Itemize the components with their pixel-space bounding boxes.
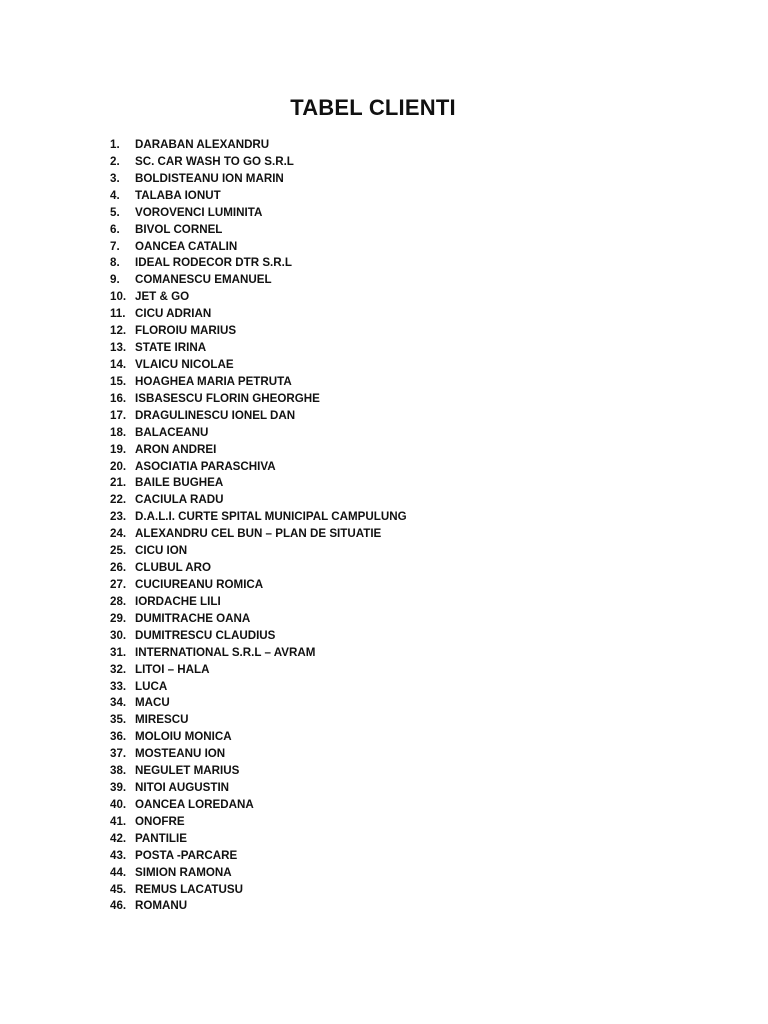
list-item-number: 44. bbox=[110, 865, 127, 879]
list-item-number: 36. bbox=[110, 730, 127, 744]
list-item bbox=[110, 898, 407, 915]
list-item bbox=[110, 425, 407, 442]
list-item-number: 22. bbox=[110, 493, 127, 507]
client-name: NEGULET MARIUS bbox=[135, 764, 240, 778]
list-item-number: 30. bbox=[110, 628, 127, 642]
list-item-number: 46. bbox=[110, 899, 127, 913]
list-item-number: 24. bbox=[110, 527, 127, 541]
client-name: TALABA IONUT bbox=[135, 188, 221, 202]
list-item-number: 15. bbox=[110, 374, 127, 388]
client-name: FLOROIU MARIUS bbox=[135, 324, 237, 338]
list-item-number: 6. bbox=[110, 222, 120, 236]
list-item-number: 45. bbox=[110, 882, 127, 896]
list-item-number: 17. bbox=[110, 408, 127, 422]
list-item bbox=[110, 729, 407, 746]
list-item-number: 28. bbox=[110, 594, 127, 608]
list-item bbox=[110, 323, 407, 340]
client-name: PANTILIE bbox=[135, 831, 187, 845]
list-item bbox=[110, 645, 407, 662]
list-item bbox=[110, 865, 407, 882]
list-item-number: 12. bbox=[110, 324, 127, 338]
list-item bbox=[110, 492, 407, 509]
client-name: ISBASESCU FLORIN GHEORGHE bbox=[135, 391, 320, 405]
client-name: ONOFRE bbox=[135, 814, 185, 828]
list-item bbox=[110, 662, 407, 679]
client-name: IDEAL RODECOR DTR S.R.L bbox=[135, 256, 292, 270]
list-item-number: 21. bbox=[110, 476, 127, 490]
list-item-number: 16. bbox=[110, 391, 127, 405]
client-name: HOAGHEA MARIA PETRUTA bbox=[135, 374, 292, 388]
list-item bbox=[110, 560, 407, 577]
client-name: ARON ANDREI bbox=[135, 442, 217, 456]
client-name: SC. CAR WASH TO GO S.R.L bbox=[135, 154, 294, 168]
client-name: DARABAN ALEXANDRU bbox=[135, 138, 270, 151]
list-item-number: 27. bbox=[110, 577, 127, 591]
list-item bbox=[110, 831, 407, 848]
client-name: ALEXANDRU CEL BUN – PLAN DE SITUATIE bbox=[135, 527, 382, 541]
client-name: CUCIUREANU ROMICA bbox=[135, 577, 264, 591]
list-item bbox=[110, 408, 407, 425]
list-item bbox=[110, 459, 407, 476]
client-name: INTERNATIONAL S.R.L – AVRAM bbox=[135, 645, 316, 659]
client-name: BALACEANU bbox=[135, 425, 209, 439]
list-item-number: 32. bbox=[110, 662, 127, 676]
client-name: ROMANU bbox=[135, 899, 188, 913]
list-item bbox=[110, 475, 407, 492]
list-item bbox=[110, 746, 407, 763]
client-name: OANCEA LOREDANA bbox=[135, 797, 254, 811]
list-item bbox=[110, 171, 407, 188]
page-title: TABEL CLIENTI bbox=[290, 95, 456, 120]
client-name: DRAGULINESCU IONEL DAN bbox=[135, 408, 296, 422]
client-name: DUMITRACHE OANA bbox=[135, 611, 251, 625]
list-item-number: 37. bbox=[110, 747, 127, 761]
client-name: D.A.L.I. CURTE SPITAL MUNICIPAL CAMPULUNG bbox=[135, 510, 407, 524]
list-item-number: 23. bbox=[110, 510, 127, 524]
list-item bbox=[110, 154, 407, 171]
client-name: BOLDISTEANU ION MARIN bbox=[135, 171, 284, 185]
list-item bbox=[110, 526, 407, 543]
client-name: VOROVENCI LUMINITA bbox=[135, 205, 263, 219]
list-item-number: 20. bbox=[110, 459, 127, 473]
client-name: CICU ADRIAN bbox=[135, 307, 212, 321]
client-name: VLAICU NICOLAE bbox=[135, 357, 234, 371]
list-item bbox=[110, 797, 407, 814]
list-item bbox=[110, 882, 407, 899]
client-name: REMUS LACATUSU bbox=[135, 882, 243, 896]
list-item bbox=[110, 255, 407, 272]
client-name: CACIULA RADU bbox=[135, 493, 224, 507]
list-item-number: 7. bbox=[110, 239, 120, 253]
list-item bbox=[110, 780, 407, 797]
list-item-number: 2. bbox=[110, 154, 120, 168]
client-name: ASOCIATIA PARASCHIVA bbox=[135, 459, 276, 473]
list-item-number: 14. bbox=[110, 357, 127, 371]
list-item bbox=[110, 712, 407, 729]
client-name: JET & GO bbox=[135, 290, 190, 304]
client-name: SIMION RAMONA bbox=[135, 865, 232, 879]
list-item bbox=[110, 289, 407, 306]
client-name: MOSTEANU ION bbox=[135, 747, 226, 761]
list-item bbox=[110, 374, 407, 391]
list-item-number: 42. bbox=[110, 831, 127, 845]
client-name: LUCA bbox=[135, 679, 168, 693]
list-item bbox=[110, 543, 407, 560]
list-item bbox=[110, 222, 407, 239]
list-item-number: 5. bbox=[110, 205, 120, 219]
client-name: COMANESCU EMANUEL bbox=[135, 273, 272, 287]
list-item-number: 10. bbox=[110, 290, 127, 304]
list-item-number: 39. bbox=[110, 781, 127, 795]
list-item bbox=[110, 814, 407, 831]
client-name: IORDACHE LILI bbox=[135, 594, 221, 608]
list-item-number: 11. bbox=[110, 307, 126, 321]
client-list bbox=[110, 137, 407, 915]
list-item-number: 31. bbox=[110, 645, 127, 659]
list-item-number: 35. bbox=[110, 713, 127, 727]
list-item-number: 43. bbox=[110, 848, 127, 862]
client-name: STATE IRINA bbox=[135, 341, 207, 355]
list-item bbox=[110, 611, 407, 628]
list-item-number: 29. bbox=[110, 611, 127, 625]
list-item bbox=[110, 594, 407, 611]
list-item-number: 8. bbox=[110, 256, 120, 270]
client-name: BIVOL CORNEL bbox=[135, 222, 223, 236]
list-item bbox=[110, 577, 407, 594]
list-item-number: 18. bbox=[110, 425, 127, 439]
list-item-number: 33. bbox=[110, 679, 127, 693]
list-item-number: 1. bbox=[110, 138, 120, 151]
list-item bbox=[110, 137, 407, 154]
list-item bbox=[110, 679, 407, 696]
client-name: POSTA -PARCARE bbox=[135, 848, 238, 862]
list-item bbox=[110, 442, 407, 459]
list-item-number: 26. bbox=[110, 561, 127, 575]
client-name: MACU bbox=[135, 696, 170, 710]
list-item-number: 4. bbox=[110, 188, 120, 202]
client-name: LITOI – HALA bbox=[135, 662, 210, 676]
list-item bbox=[110, 340, 407, 357]
client-name: DUMITRESCU CLAUDIUS bbox=[135, 628, 276, 642]
client-name: OANCEA CATALIN bbox=[135, 239, 238, 253]
client-name: MOLOIU MONICA bbox=[135, 730, 232, 744]
list-item-number: 41. bbox=[110, 814, 127, 828]
list-item bbox=[110, 239, 407, 256]
client-name: MIRESCU bbox=[135, 713, 189, 727]
list-item bbox=[110, 306, 407, 323]
client-name: CLUBUL ARO bbox=[135, 561, 211, 575]
list-item bbox=[110, 391, 407, 408]
list-item bbox=[110, 357, 407, 374]
list-item-number: 40. bbox=[110, 797, 127, 811]
list-item bbox=[110, 628, 407, 645]
list-item-number: 3. bbox=[110, 171, 120, 185]
list-item-number: 25. bbox=[110, 544, 127, 558]
list-item bbox=[110, 205, 407, 222]
list-item bbox=[110, 272, 407, 289]
list-item bbox=[110, 763, 407, 780]
list-item-number: 13. bbox=[110, 341, 127, 355]
list-item-number: 9. bbox=[110, 273, 120, 287]
list-item-number: 34. bbox=[110, 696, 127, 710]
list-item bbox=[110, 188, 407, 205]
list-item-number: 19. bbox=[110, 442, 127, 456]
list-item-number: 38. bbox=[110, 764, 127, 778]
list-item bbox=[110, 509, 407, 526]
client-name: BAILE BUGHEA bbox=[135, 476, 224, 490]
list-item bbox=[110, 695, 407, 712]
client-name: NITOI AUGUSTIN bbox=[135, 781, 230, 795]
list-item bbox=[110, 848, 407, 865]
client-name: CICU ION bbox=[135, 544, 188, 558]
